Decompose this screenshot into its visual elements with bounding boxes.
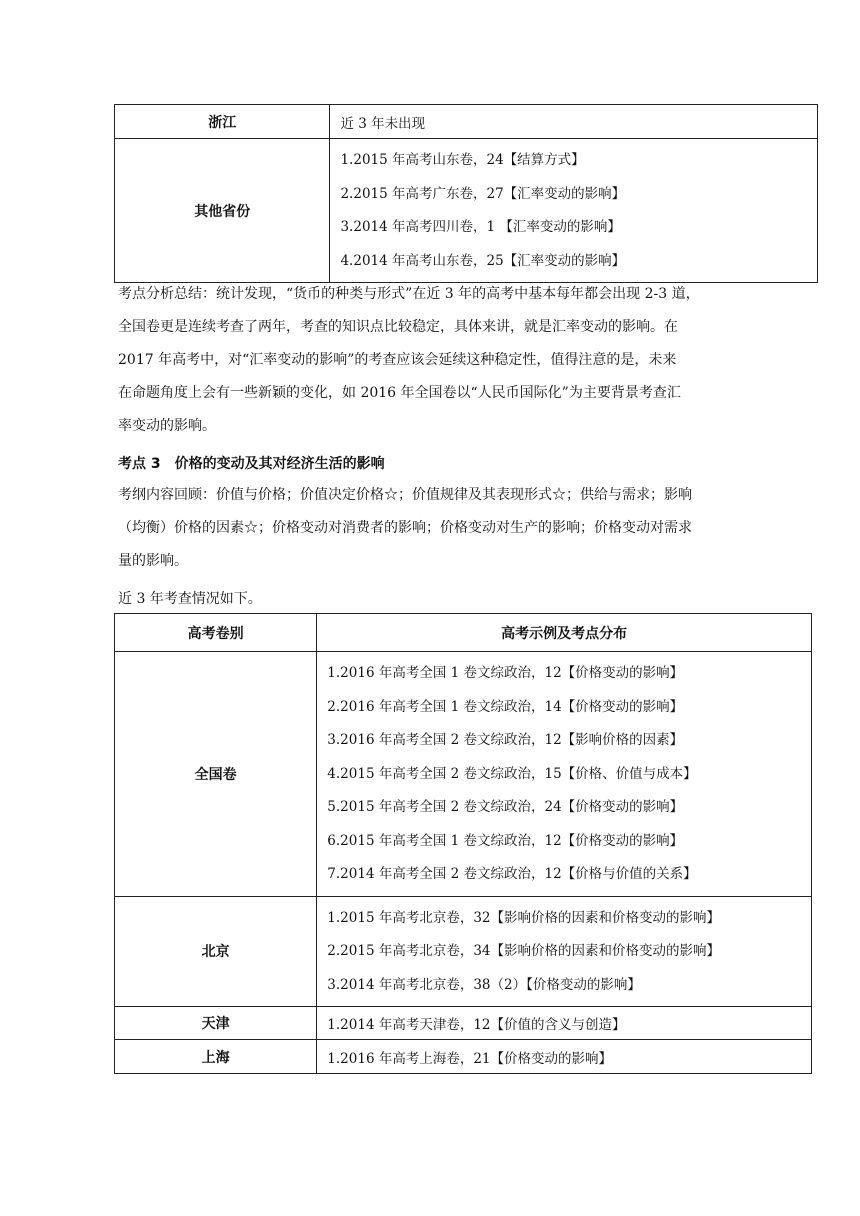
list-item: 5.2015 年高考全国 2 卷文综政治，24【价格变动的影响】 [327, 799, 684, 815]
items-cell: 近 3 年未出现 [330, 105, 818, 139]
list-item: 2.2016 年高考全国 1 卷文综政治，14【价格变动的影响】 [327, 698, 684, 715]
text-line: 考纲内容回顾：价值与价格；价值决定价格☆；价值规律及其表现形式☆；供给与需求；影响 [118, 487, 692, 503]
column-header: 高考卷别 [115, 614, 317, 652]
items-cell [317, 896, 812, 1007]
text-line: 2017 年高考中，对“汇率变动的影响”的考查应该会延续这种稳定性，值得注意的是，未来 [118, 352, 677, 368]
list-item: 3.2016 年高考全国 2 卷文综政治，12【影响价格的因素】 [327, 732, 684, 748]
exam-table-currency [114, 104, 818, 283]
intro-text: 近 3 年考查情况如下。 [118, 591, 262, 607]
text-line: 考点分析总结：统计发现，“货币的种类与形式”在近 3 年的高考中基本每年都会出现 2-3 道， [118, 286, 700, 302]
table-row [115, 1040, 812, 1074]
items-cell [330, 139, 818, 283]
region-cell: 浙江 [115, 105, 330, 139]
region-cell: 其他省份 [115, 139, 330, 283]
exam-table-price [114, 613, 812, 1074]
items-cell: 1.2016 年高考上海卷，21【价格变动的影响】 [317, 1040, 812, 1074]
list-item: 2.2015 年高考广东卷，27【汇率变动的影响】 [340, 185, 626, 202]
list-item: 4.2014 年高考山东卷，25【汇率变动的影响】 [340, 252, 626, 269]
text-line: 在命题角度上会有一些新颖的变化，如 2016 年全国卷以“人民币国际化”为主要背景考查汇 [118, 385, 681, 401]
region-cell: 天津 [115, 1007, 317, 1040]
list-item: 6.2015 年高考全国 1 卷文综政治，12【价格变动的影响】 [327, 832, 684, 849]
text-line: （均衡）价格的因素☆；价格变动对消费者的影响；价格变动对生产的影响；价格变动对需求 [118, 520, 692, 536]
list-item: 3.2014 年高考四川卷，1 【汇率变动的影响】 [340, 219, 621, 235]
list-item: 4.2015 年高考全国 2 卷文综政治，15【价格、价值与成本】 [327, 765, 697, 782]
list-item: 1.2016 年高考全国 1 卷文综政治，12【价格变动的影响】 [327, 665, 684, 681]
items-cell: 1.2014 年高考天津卷，12【价值的含义与创造】 [317, 1007, 812, 1040]
column-header: 高考示例及考点分布 [317, 614, 812, 652]
region-cell: 全国卷 [115, 652, 317, 897]
table-header-row [115, 614, 812, 652]
outline-paragraph [118, 479, 738, 578]
region-cell: 上海 [115, 1040, 317, 1074]
text-line: 率变动的影响。 [118, 418, 216, 434]
summary-paragraph [118, 278, 738, 443]
list-item: 7.2014 年高考全国 2 卷文综政治，12【价格与价值的关系】 [327, 866, 697, 882]
region-cell: 北京 [115, 896, 317, 1007]
list-item: 3.2014 年高考北京卷，38（2）【价格变动的影响】 [327, 976, 641, 993]
table-row [115, 896, 812, 1007]
list-item: 1.2015 年高考山东卷，24【结算方式】 [340, 152, 585, 168]
list-item: 1.2015 年高考北京卷，32【影响价格的因素和价格变动的影响】 [327, 909, 721, 926]
text-line: 量的影响。 [118, 553, 188, 569]
table-row [115, 105, 818, 139]
table-row [115, 652, 812, 897]
table-row [115, 1007, 812, 1040]
section-heading: 考点 3 价格的变动及其对经济生活的影响 [118, 456, 385, 472]
text-line: 全国卷更是连续考查了两年，考查的知识点比较稳定，具体来讲，就是汇率变动的影响。在 [118, 319, 678, 335]
items-cell [317, 652, 812, 897]
list-item: 2.2015 年高考北京卷，34【影响价格的因素和价格变动的影响】 [327, 943, 721, 959]
table-row [115, 139, 818, 283]
